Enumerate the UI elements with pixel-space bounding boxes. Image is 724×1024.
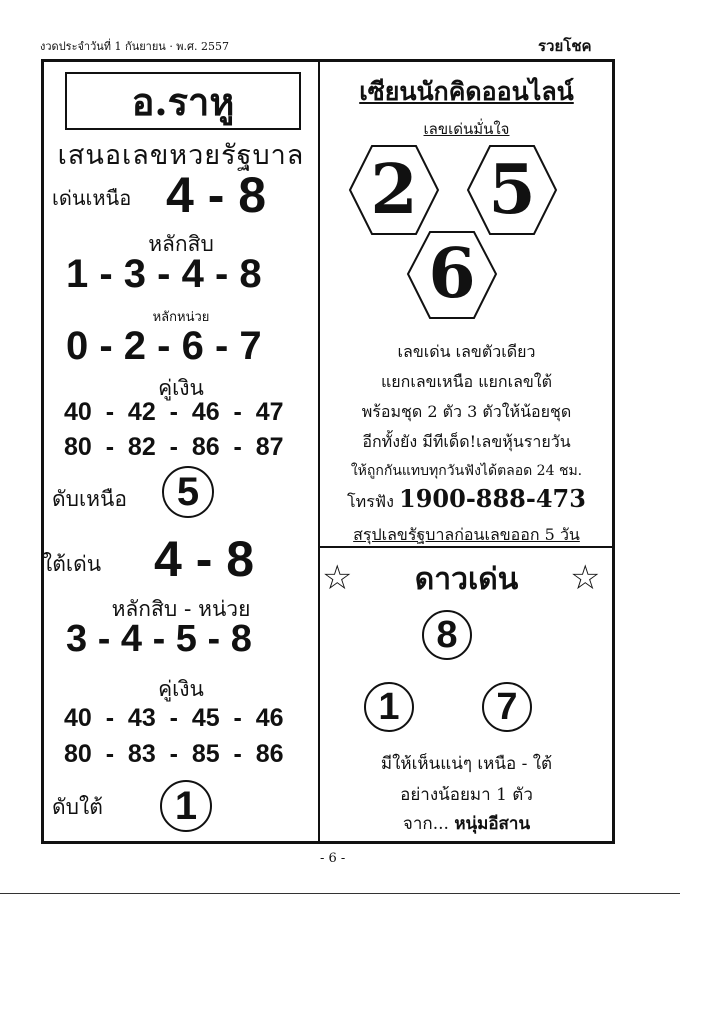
right-line-3: พร้อมชุด 2 ตัว 3 ตัวให้น้อยชุด — [361, 402, 572, 421]
star-line-2: อย่างน้อยมา 1 ตัว — [400, 785, 533, 805]
units-digits: 0 - 2 - 6 - 7 — [66, 324, 262, 368]
bottom-lead-digits: 4 - 8 — [154, 531, 255, 587]
pairs-top-row1: 40 - 42 - 46 - 47 — [64, 398, 284, 426]
star-right-icon: ☆ — [570, 558, 601, 598]
top-lead-digits: 4 - 8 — [166, 167, 267, 223]
phone-line — [320, 484, 613, 515]
bottom-close-label: ดับใต้ — [52, 795, 103, 819]
hex-digit-3: 6 — [428, 234, 476, 314]
hex-digit-2: 5 — [488, 150, 536, 230]
star-digit-3: 7 — [496, 685, 518, 728]
right-line-4: อีกทั้งยัง มีทีเด็ด!เลขหุ้นรายวัน — [362, 432, 571, 451]
right-line-7: สรุปเลขรัฐบาลก่อนเลขออก 5 วัน — [353, 525, 580, 544]
units-label: หลักหน่วย — [152, 310, 210, 325]
bottom-close-digit: 1 — [174, 783, 198, 828]
star-line-3-name: หนุ่มอีสาน — [454, 814, 531, 834]
hex-digit-1: 2 — [370, 150, 418, 230]
top-close-circle — [162, 466, 214, 518]
star-line-3 — [320, 810, 613, 837]
tens-units-label: หลักสิบ - หน่วย — [111, 597, 251, 621]
right-line-1: เลขเด่น เลขตัวเดียว — [397, 342, 536, 361]
right-subtitle: เลขเด่นมั่นใจ — [423, 120, 510, 138]
bottom-close-circle — [160, 780, 212, 832]
left-title-box — [65, 72, 301, 130]
brand-name: รวยโชค — [538, 37, 592, 55]
page-number: - 6 - — [320, 851, 346, 866]
top-lead-label: เด่นเหนือ — [52, 186, 132, 210]
top-close-digit: 5 — [176, 469, 200, 514]
left-title: อ.ราหู — [131, 78, 235, 124]
star-digit-2: 1 — [378, 685, 400, 728]
star-digit-circle-2 — [364, 682, 414, 732]
star-line-3-prefix: จาก... — [402, 814, 449, 834]
tens-label: หลักสิบ — [148, 232, 214, 256]
tens-units-digits: 3 - 4 - 5 - 8 — [66, 618, 252, 660]
footer-rule — [0, 893, 680, 894]
pairs-label-top: คู่เงิน — [158, 376, 204, 400]
pairs-bottom-row2: 80 - 83 - 85 - 86 — [64, 740, 284, 768]
pairs-top-row2: 80 - 82 - 86 - 87 — [64, 433, 284, 461]
star-digit-circle-3 — [482, 682, 532, 732]
star-digit-1: 8 — [436, 613, 458, 656]
phone-label: โทรฟัง — [347, 492, 394, 511]
star-left-icon: ☆ — [322, 558, 353, 598]
pairs-bottom-row1: 40 - 43 - 45 - 46 — [64, 704, 284, 732]
bottom-lead-label: ใต้เด่น — [42, 552, 102, 576]
star-title: ดาวเด่น — [414, 562, 519, 597]
left-subtitle: เสนอเลขหวยรัฐบาล — [57, 140, 305, 171]
right-line-5: ให้ถูกกันแทบทุกวันฟังได้ตลอด 24 ชม. — [350, 463, 583, 479]
phone-number: 1900-888-473 — [399, 484, 586, 513]
issue-date: งวดประจำวันที่ 1 กันยายน · พ.ศ. 2557 — [40, 40, 230, 53]
top-close-label: ดับเหนือ — [52, 487, 127, 511]
star-digit-circle-1 — [422, 610, 472, 660]
right-title: เซียนนักคิดออนไลน์ — [359, 77, 574, 106]
right-line-2: แยกเลขเหนือ แยกเลขใต้ — [380, 372, 553, 391]
pairs-label-bottom: คู่เงิน — [158, 677, 204, 701]
star-line-1: มีให้เห็นแน่ๆ เหนือ - ใต้ — [380, 754, 553, 774]
tens-digits: 1 - 3 - 4 - 8 — [66, 252, 262, 296]
